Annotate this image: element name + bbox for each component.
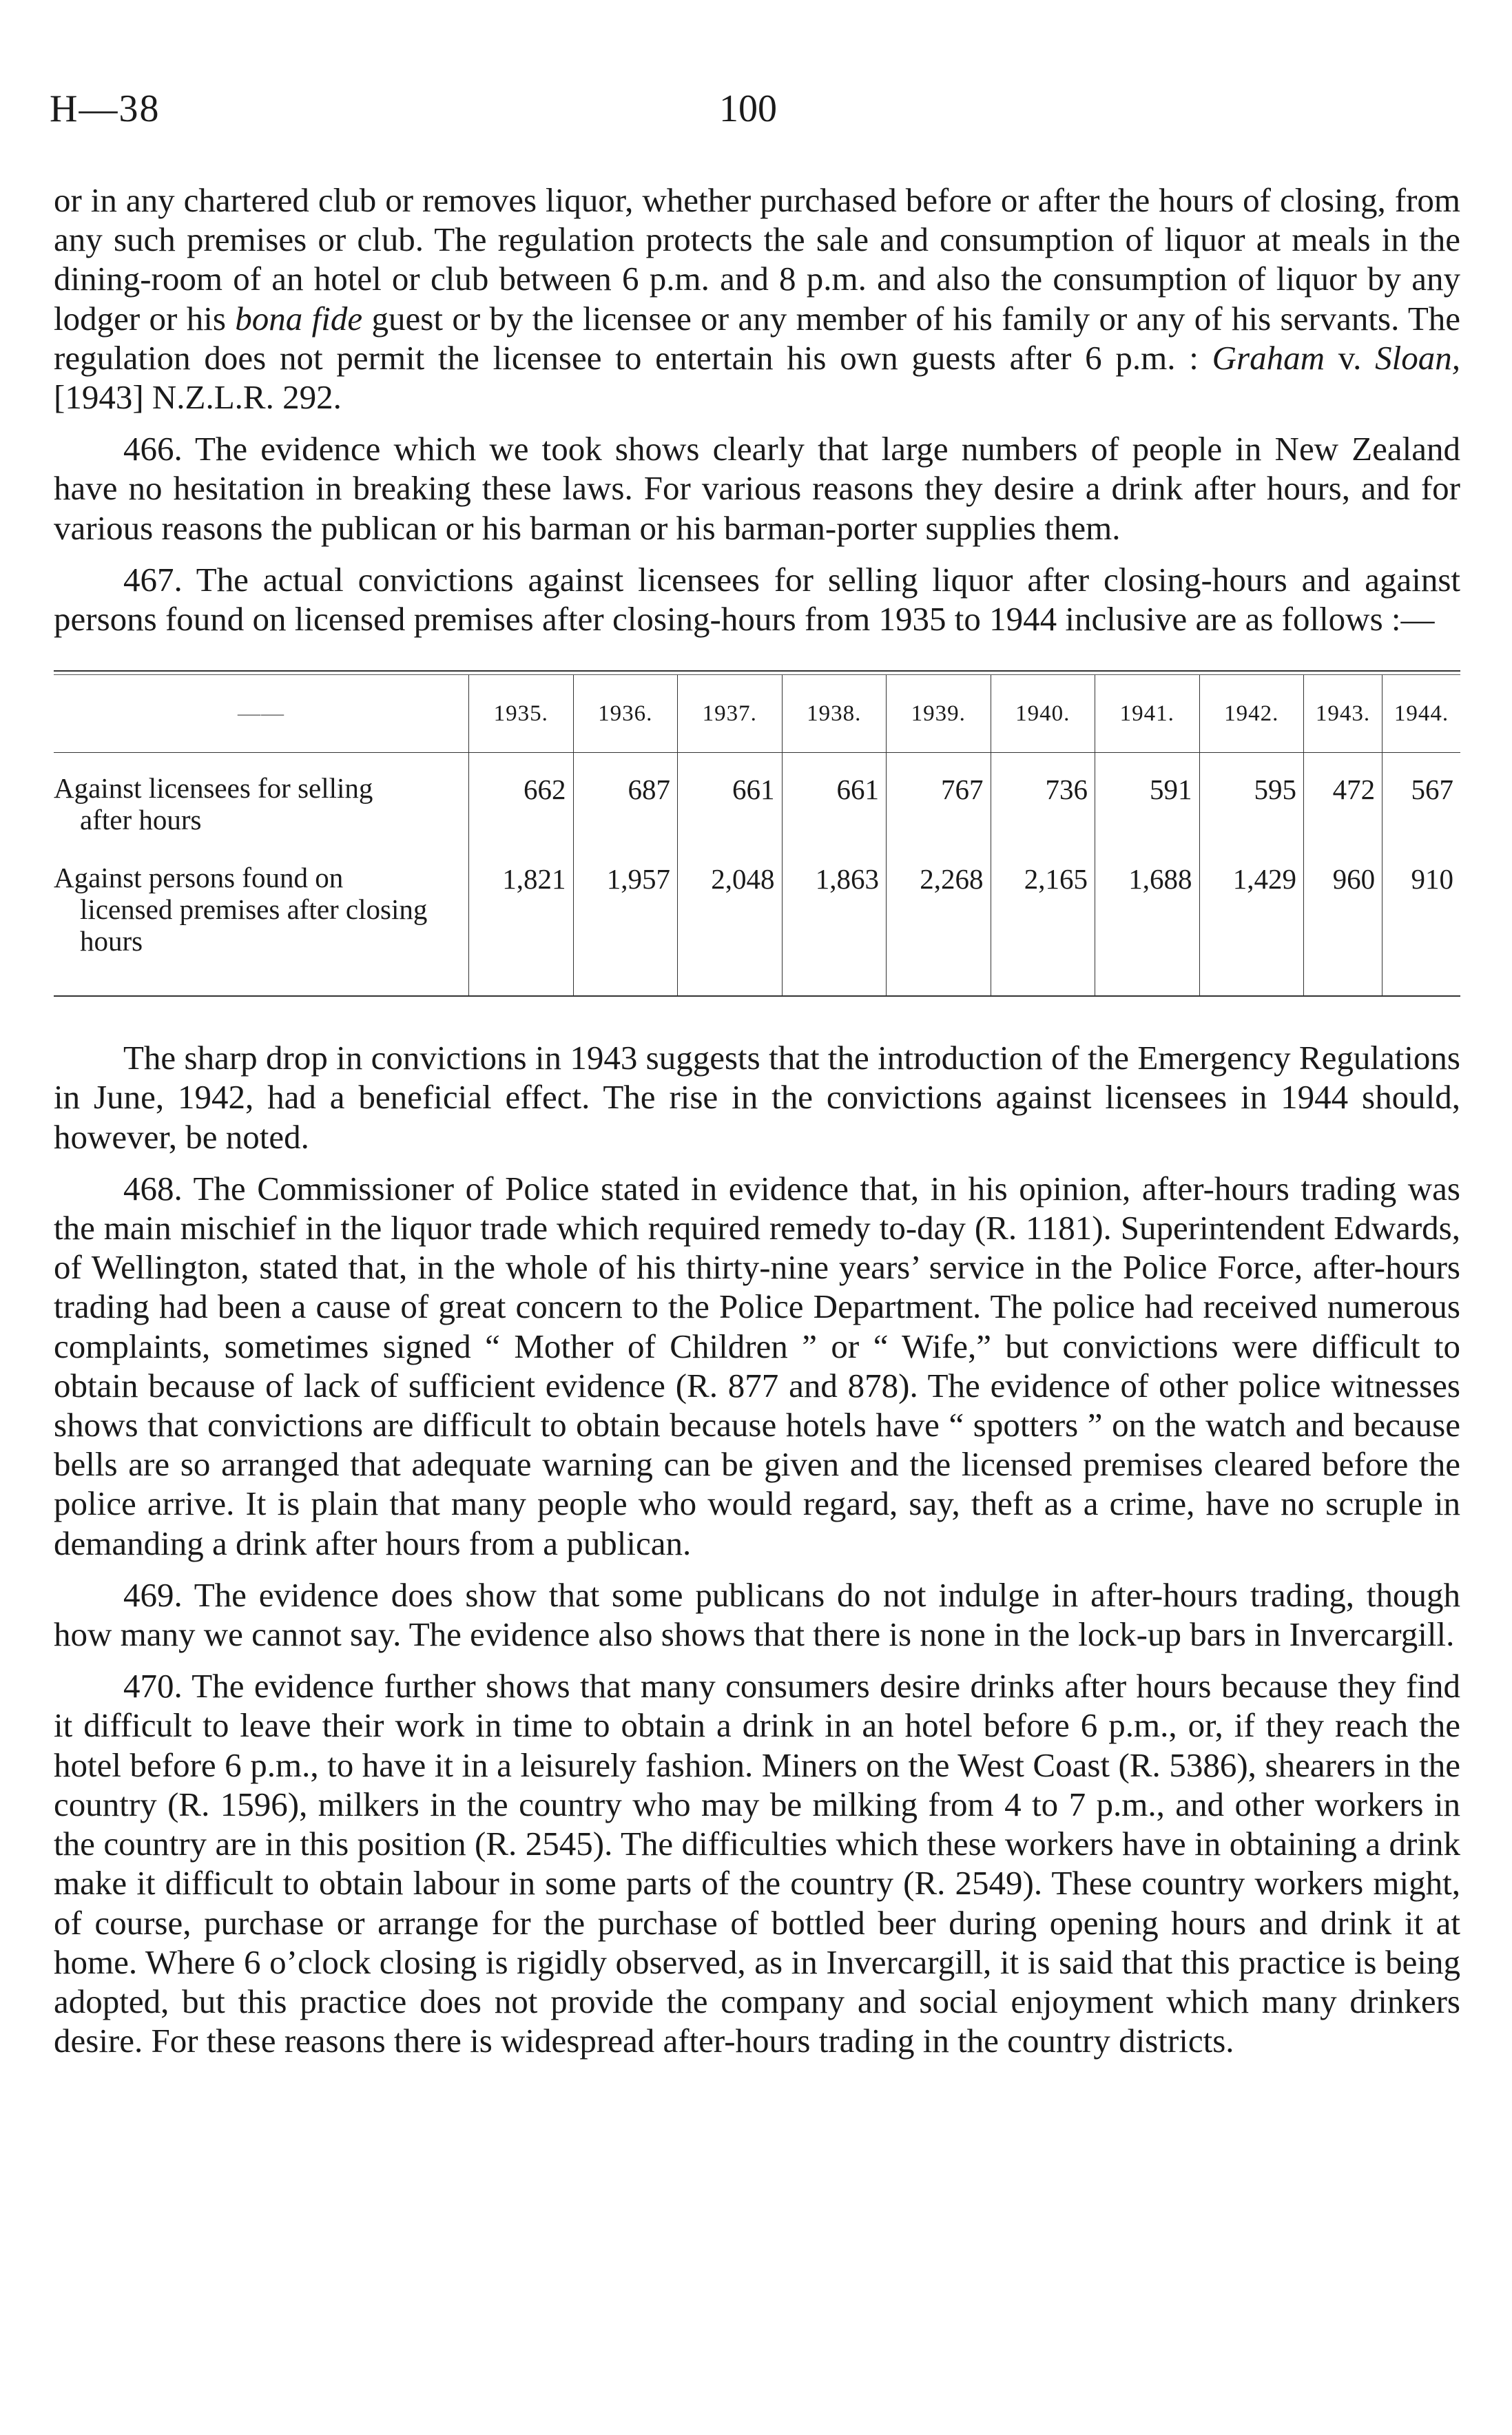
year-header-1944: 1944. [1382, 675, 1460, 753]
page-number: 100 [719, 87, 777, 130]
year-header-1936: 1936. [573, 675, 678, 753]
year-header-1937: 1937. [678, 675, 783, 753]
paragraph-469: 469. The evidence does show that some publicans do not indulge in after-hours trading, though how many we cannot say. The evidence also shows that there is none in the lock-up bars in Invercargill. [54, 1575, 1460, 1654]
table-cell: 736 [991, 753, 1095, 843]
table-corner-cell: —— [54, 675, 469, 753]
table-cell: 1,957 [573, 842, 678, 995]
table-cell: 2,268 [887, 842, 991, 995]
table-cell: 1,863 [782, 842, 887, 995]
year-header-1941: 1941. [1095, 675, 1200, 753]
document-reference: H—38 [50, 87, 160, 130]
table-cell: 567 [1382, 753, 1460, 843]
table-row [54, 753, 1460, 843]
paragraph-466: 466. The evidence which we took shows clearly that large numbers of people in New Zealand have no hesitation in breaking these laws. For various reasons they desire a drink after hours, and for various reasons the publican or his barman or his barman-porter supplies them. [54, 430, 1460, 547]
row-label-line2: licensed premises after closing hours [80, 893, 428, 957]
year-header-1935: 1935. [469, 675, 574, 753]
year-header-1943: 1943. [1304, 675, 1382, 753]
year-header-1938: 1938. [782, 675, 887, 753]
case-name-defendant: Sloan, [1375, 338, 1460, 377]
page-header [50, 87, 1469, 142]
table-cell: 767 [887, 753, 991, 843]
year-header-1942: 1942. [1199, 675, 1304, 753]
convictions-table-container [54, 674, 1460, 995]
convictions-table-frame [54, 670, 1460, 997]
case-versus: v. [1325, 338, 1376, 377]
row-label [54, 842, 469, 995]
page-body [54, 180, 1460, 2060]
paragraph-sharp-drop: The sharp drop in convictions in 1943 suggests that the introduction of the Emergency Regulations in June, 1942, had a beneficial effect. The rise in the convictions against licensees in 1944 should, however, be noted. [54, 1039, 1460, 1156]
table-cell: 2,165 [991, 842, 1095, 995]
row-label-line1: Against licensees for selling [54, 772, 373, 805]
paragraph-text: or in any chartered club or removes liquor, whether purchased before or after the hours of closing, from any such premises or club. The regulation protects the sale and consumption of liquor at meals in the dining-room of an hotel or club between 6 p.m. and 8 p.m. and also the consumption of liquor by any lodger or his [54, 181, 1460, 338]
table-cell: 687 [573, 753, 678, 843]
case-name-plaintiff: Graham [1212, 338, 1325, 377]
year-header-1939: 1939. [887, 675, 991, 753]
table-cell: 595 [1199, 753, 1304, 843]
table-cell: 2,048 [678, 842, 783, 995]
italic-phrase: bona fide [235, 299, 363, 338]
table-cell: 472 [1304, 753, 1382, 843]
table-header-row [54, 675, 1460, 753]
case-citation: [1943] N.Z.L.R. 292. [54, 378, 342, 417]
row-label [54, 753, 469, 843]
paragraph-text: guest or by the licensee or any member of his family or any of his servants. The regulation does not permit the licensee to entertain his own guests after 6 p.m. : [54, 299, 1461, 377]
table-cell: 591 [1095, 753, 1200, 843]
paragraph-continuation [54, 180, 1460, 417]
paragraph-467: 467. The actual convictions against licensees for selling liquor after closing-hours and against persons found on licensed premises after closing-hours from 1935 to 1944 inclusive are as follows :— [54, 560, 1460, 639]
table-cell: 1,688 [1095, 842, 1200, 995]
table-row [54, 842, 1460, 995]
table-cell: 661 [782, 753, 887, 843]
row-label-line2: after hours [80, 804, 202, 836]
paragraph-468: 468. The Commissioner of Police stated in evidence that, in his opinion, after-hours trading was the main mischief in the liquor trade which required remedy to-day (R. 1181). Superintendent Edwards, of Wellington, stated that, in the whole of his thirty-nine years’ service in the Police Force, after-hours trading had been a cause of great concern to the Police Department. The police had received numerous complaints, sometimes signed “ Mother of Children ” or “ Wife,” but convictions were difficult to obtain because of lack of sufficient evidence (R. 877 and 878). The evidence of other police witnesses shows that convictions are difficult to obtain because hotels have “ spotters ” on the watch and because bells are so arranged that adequate warning can be given and the licensed premises cleared before the police arrive. It is plain that many people who would regard, say, theft as a crime, have no scruple in demanding a drink after hours from a publican. [54, 1169, 1460, 1562]
table-cell: 960 [1304, 842, 1382, 995]
table-cell: 1,429 [1199, 842, 1304, 995]
table-cell: 662 [469, 753, 574, 843]
table-cell: 910 [1382, 842, 1460, 995]
table-cell: 1,821 [469, 842, 574, 995]
table-cell: 661 [678, 753, 783, 843]
convictions-table [54, 675, 1460, 995]
year-header-1940: 1940. [991, 675, 1095, 753]
row-label-line1: Against persons found on [54, 862, 344, 894]
paragraph-470: 470. The evidence further shows that many consumers desire drinks after hours because they find it difficult to leave their work in time to obtain a drink in an hotel before 6 p.m., or, if they reach the hotel before 6 p.m., to have it in a leisurely fashion. Miners on the West Coast (R. 5386), shearers in the country (R. 1596), milkers in the country who may be milking from 4 to 7 p.m., and other workers in the country are in this position (R. 2545). The difficulties which these workers have in obtaining a drink make it difficult to obtain labour in some parts of the country (R. 2549). These country workers might, of course, purchase or arrange for the purchase of bottled beer during opening hours and drink it at home. Where 6 o’clock closing is rigidly observed, as in Invercargill, it is said that this practice is being adopted, but this practice does not provide the company and social enjoyment which many drinkers desire. For these reasons there is widespread after-hours trading in the country districts. [54, 1667, 1460, 2060]
